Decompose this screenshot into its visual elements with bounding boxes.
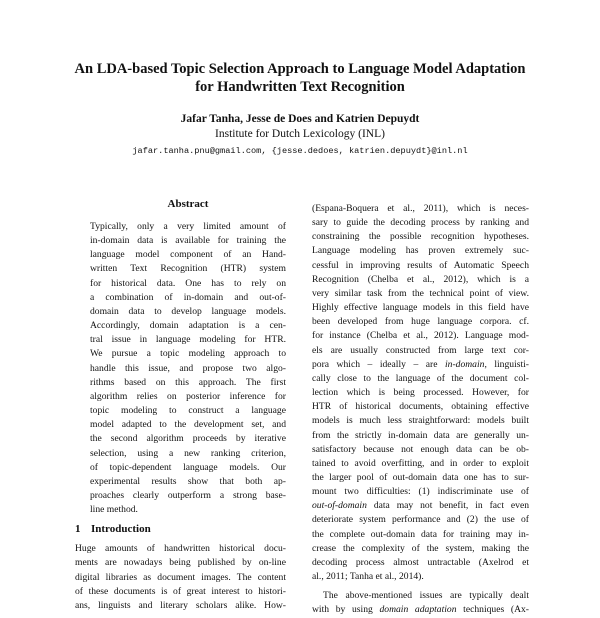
abstract-line: a combination of in-domain and out-of-	[90, 291, 286, 303]
abstract-line: tral issue in language modeling for HTR.	[90, 334, 286, 346]
abstract-line: handle this issue, and propose two algo-	[90, 362, 286, 374]
paper-title	[40, 60, 560, 96]
body-line: very similar task from the technical point of view.	[312, 287, 529, 299]
authors: Jafar Tanha, Jesse de Does and Katrien Depuydt	[180, 113, 420, 125]
body-line: HTR of historical documents, obtaining effective	[312, 401, 529, 413]
body-line: of these documents is of great interest to histori-	[75, 585, 286, 597]
body-line: al., 2011; Tanha et al., 2014).	[312, 571, 424, 583]
abstract-line: the second algorithm proceeds by iterative	[90, 433, 286, 445]
body-line: constraining the possible recognition hypotheses.	[312, 231, 529, 243]
body-line: the complete out-domain data for training may in-	[312, 528, 529, 540]
institution: Institute for Dutch Lexicology (INL)	[215, 128, 385, 140]
body-line: crease the complexity of the system, making the	[312, 542, 529, 554]
right-column	[312, 202, 529, 618]
text-run: pora which – ideally – are	[312, 358, 445, 370]
abstract-line: line method.	[90, 504, 138, 516]
text-run: with by using	[312, 604, 380, 616]
text-run: data may not benefit, in fact even	[366, 500, 529, 512]
abstract-line: in-domain data is available for training the	[90, 235, 286, 247]
emphasis-out-of-domain: out-of-domain	[312, 500, 367, 512]
section-heading-introduction	[75, 522, 286, 536]
section-title: Introduction	[91, 523, 151, 536]
body-line	[312, 358, 529, 372]
abstract-line: for historical data. One has to rely on	[90, 277, 286, 289]
body-line: from the strictly in-domain data are generally un-	[312, 429, 529, 441]
abstract-line: of topic-dependent language models. Our	[90, 461, 286, 473]
body-line: Huge amounts of handwritten historical docu-	[75, 543, 286, 555]
abstract-line: algorithm relies on posterior inference for	[90, 390, 286, 402]
body-line: sary to guide the decoding process by ranking and	[312, 217, 529, 229]
body-line: ans, linguists and literary scholars alike. How-	[75, 599, 286, 611]
abstract-text	[90, 220, 286, 517]
body-line: The above-mentioned issues are typically dealt	[323, 590, 529, 602]
abstract-heading: Abstract	[167, 198, 209, 210]
author-emails: jafar.tanha.pnu@gmail.com, {jesse.dedoes, katrien.depuydt}@inl.nl	[132, 146, 468, 156]
body-line: cessful in improving results of Automatic Speech	[312, 259, 529, 271]
body-line: (Espana-Boquera et al., 2011), which is neces-	[312, 203, 529, 214]
body-line: tained to avoid overfitting, and in order to exploit	[312, 457, 529, 469]
abstract-line: We pursue a topic modeling approach to	[90, 348, 286, 360]
abstract-line: model adapted to the development set, and	[90, 419, 286, 431]
body-line: deteriorate system performance and (2) the use of	[312, 514, 529, 526]
introduction-text	[75, 542, 286, 613]
text-run: techniques (Ax-	[456, 604, 529, 616]
body-line	[312, 499, 529, 513]
text-run: , linguisti-	[484, 358, 529, 370]
body-line: digital libraries as document images. The content	[75, 571, 286, 583]
section-number: 1	[75, 523, 81, 536]
title-line: An LDA-based Topic Selection Approach to Language Model Adaptation	[74, 61, 526, 77]
body-line: models is much less straightforward: models built	[312, 415, 529, 427]
abstract-line: rithms based on this approach. The first	[90, 376, 286, 388]
body-line	[312, 603, 529, 617]
body-line: mount two difficulties: (1) indiscriminate use of	[312, 486, 529, 498]
body-line: Recognition (Chelba et al., 2012), which is a	[312, 273, 529, 285]
abstract-line: Accordingly, domain adaptation is a cen-	[90, 320, 286, 332]
left-column	[75, 197, 286, 613]
abstract-line: Typically, only a very limited amount of	[90, 221, 286, 232]
abstract-line: selection, using a new ranking criterion,	[90, 447, 286, 459]
body-line: ments are nowadays being published by on-line	[75, 557, 286, 569]
abstract-line: language model component of an Hand-	[90, 249, 286, 261]
body-line: cally close to the language of the document col-	[312, 372, 529, 384]
body-line: satisfactory because not enough data can be ob-	[312, 443, 529, 455]
body-line: for instance (Chelba et al., 2012). Language mod-	[312, 330, 529, 342]
body-line: Language modeling has proven extremely suc-	[312, 245, 529, 257]
body-line: Highly effective language models in this field have	[312, 302, 529, 314]
body-line: decoding process almost untractable (Axelrod et	[312, 556, 529, 568]
emphasis-in-domain: in-domain	[444, 358, 485, 370]
abstract-line: topic modeling to construct a language	[90, 405, 286, 417]
body-line: been developed from huge language corpora. cf.	[312, 316, 529, 328]
body-line: lection which is being processed. However, for	[312, 387, 529, 399]
emphasis-domain-adaptation: domain adaptation	[379, 604, 457, 616]
abstract-line: domain data to develop language models.	[90, 305, 286, 317]
abstract-line: proaches clearly outperform a strong base-	[90, 489, 286, 501]
abstract-line: experimental results show that both ap-	[90, 475, 286, 487]
body-line: the larger pool of out-domain data one has to sur-	[312, 471, 529, 483]
title-line: for Handwritten Text Recognition	[195, 79, 405, 95]
body-line: els are usually constructed from large text cor-	[312, 344, 529, 356]
abstract-line: written Text Recognition (HTR) system	[90, 263, 286, 275]
